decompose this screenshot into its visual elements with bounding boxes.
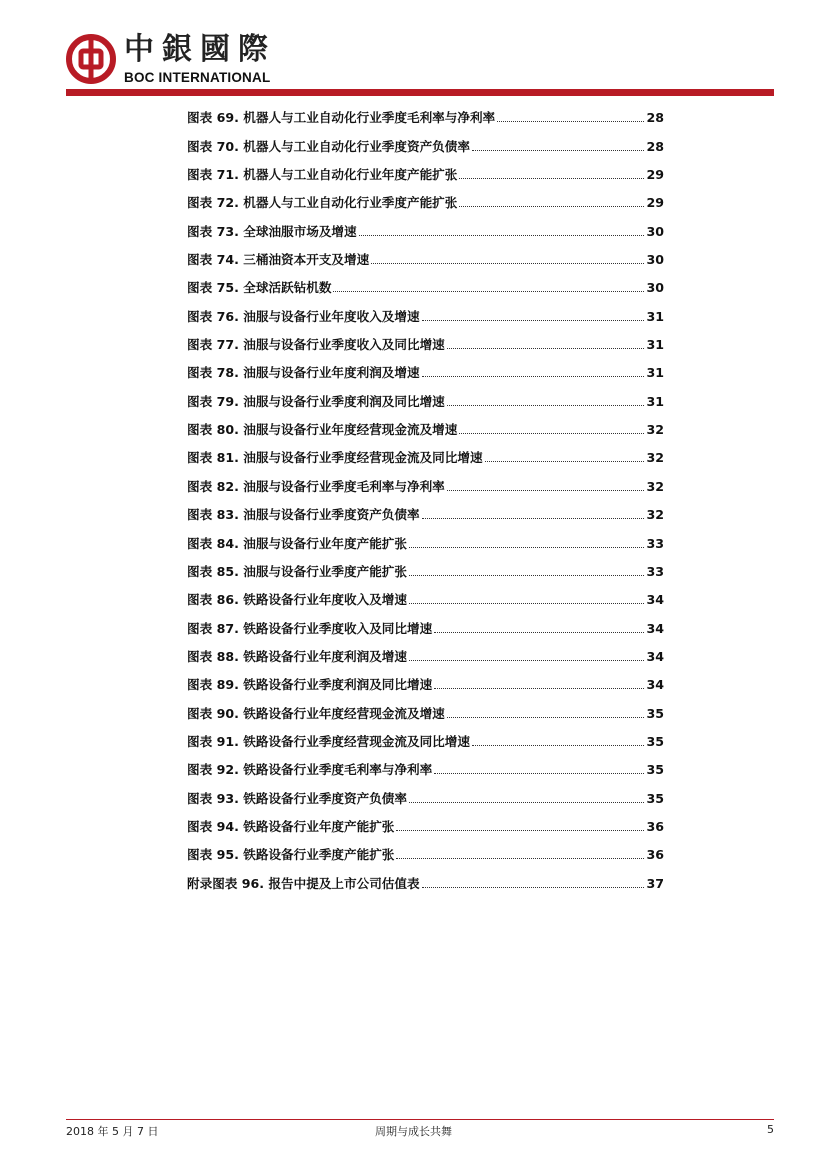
toc-entry[interactable] (187, 637, 664, 665)
toc-entry-page[interactable]: 31 (646, 337, 664, 353)
toc-entry-label[interactable]: 图表 79. 油服与设备行业季度利润及同比增速 (187, 393, 445, 409)
toc-leader-dots (396, 829, 644, 831)
toc-entry-label[interactable]: 图表 84. 油服与设备行业年度产能扩张 (187, 535, 407, 551)
toc-entry-page[interactable]: 34 (646, 592, 664, 608)
toc-entry-page[interactable]: 30 (646, 280, 664, 296)
toc-entry[interactable] (187, 268, 664, 296)
toc-entry-label[interactable]: 附录图表 96. 报告中提及上市公司估值表 (187, 875, 420, 891)
toc-leader-dots (333, 290, 644, 292)
toc-entry[interactable] (187, 155, 664, 183)
toc-entry-page[interactable]: 35 (646, 790, 664, 806)
toc-entry-page[interactable]: 29 (646, 195, 664, 211)
toc-entry-page[interactable]: 34 (646, 620, 664, 636)
toc-entry[interactable] (187, 665, 664, 693)
toc-entry-page[interactable]: 31 (646, 393, 664, 409)
toc-leader-dots (409, 659, 644, 661)
toc-entry-label[interactable]: 图表 86. 铁路设备行业年度收入及增速 (187, 592, 407, 608)
toc-entry[interactable] (187, 835, 664, 863)
toc-entry-page[interactable]: 37 (646, 875, 664, 891)
toc-leader-dots (409, 546, 644, 548)
toc-entry[interactable] (187, 552, 664, 580)
toc-leader-dots (447, 404, 645, 406)
toc-entry-label[interactable]: 图表 88. 铁路设备行业年度利润及增速 (187, 648, 407, 664)
toc-entry-page[interactable]: 28 (646, 138, 664, 154)
toc-entry-label[interactable]: 图表 93. 铁路设备行业季度资产负债率 (187, 790, 407, 806)
toc-entry-label[interactable]: 图表 73. 全球油服市场及增速 (187, 223, 357, 239)
toc-leader-dots (359, 234, 645, 236)
footer-page-number: 5 (767, 1123, 774, 1136)
toc-leader-dots (485, 460, 645, 462)
toc-entry-page[interactable]: 34 (646, 677, 664, 693)
toc-entry[interactable] (187, 183, 664, 211)
toc-entry-page[interactable]: 32 (646, 422, 664, 438)
toc-entry[interactable] (187, 466, 664, 494)
toc-entry-page[interactable]: 33 (646, 535, 664, 551)
toc-leader-dots (422, 319, 645, 321)
toc-entry-page[interactable]: 32 (646, 478, 664, 494)
toc-leader-dots (371, 262, 644, 264)
toc-entry[interactable] (187, 98, 664, 126)
toc-entry[interactable] (187, 722, 664, 750)
toc-leader-dots (396, 857, 644, 859)
toc-entry-label[interactable]: 图表 76. 油服与设备行业年度收入及增速 (187, 308, 420, 324)
footer-report-title: 周期与成长共舞 (375, 1125, 452, 1138)
toc-entry-label[interactable]: 图表 89. 铁路设备行业季度利润及同比增速 (187, 677, 433, 693)
toc-entry-label[interactable]: 图表 71. 机器人与工业自动化行业年度产能扩张 (187, 167, 458, 183)
toc-entry[interactable] (187, 438, 664, 466)
toc-entry-page[interactable]: 36 (646, 818, 664, 834)
toc-leader-dots (434, 687, 644, 689)
toc-leader-dots (459, 205, 644, 207)
toc-entry-label[interactable]: 图表 92. 铁路设备行业季度毛利率与净利率 (187, 762, 433, 778)
footer-rule (66, 1119, 774, 1120)
toc-entry[interactable] (187, 495, 664, 523)
brand-name-en: BOC INTERNATIONAL (124, 70, 271, 85)
toc-entry-label[interactable]: 图表 85. 油服与设备行业季度产能扩张 (187, 563, 407, 579)
toc-entry-page[interactable]: 36 (646, 847, 664, 863)
toc-entry[interactable] (187, 410, 664, 438)
toc-leader-dots (447, 347, 645, 349)
toc-entry[interactable] (187, 325, 664, 353)
toc-leader-dots (422, 517, 645, 519)
toc-entry[interactable] (187, 240, 664, 268)
table-of-figures (187, 98, 664, 892)
toc-entry-page[interactable]: 31 (646, 308, 664, 324)
toc-leader-dots (472, 149, 645, 151)
toc-leader-dots (472, 744, 645, 746)
toc-entry[interactable] (187, 750, 664, 778)
header-rule (66, 89, 774, 96)
toc-leader-dots (447, 489, 645, 491)
footer-date: 2018 年 5 月 7 日 (66, 1125, 159, 1138)
toc-leader-dots (434, 772, 644, 774)
toc-entry-label[interactable]: 图表 90. 铁路设备行业年度经营现金流及增速 (187, 705, 445, 721)
toc-entry-label[interactable]: 图表 94. 铁路设备行业年度产能扩张 (187, 818, 395, 834)
toc-entry-label[interactable]: 图表 91. 铁路设备行业季度经营现金流及同比增速 (187, 733, 470, 749)
toc-entry[interactable] (187, 580, 664, 608)
toc-entry-page[interactable]: 30 (646, 223, 664, 239)
toc-leader-dots (459, 432, 644, 434)
toc-entry-page[interactable]: 32 (646, 450, 664, 466)
toc-entry[interactable] (187, 807, 664, 835)
toc-entry-page[interactable]: 30 (646, 252, 664, 268)
toc-entry-label[interactable]: 图表 82. 油服与设备行业季度毛利率与净利率 (187, 478, 445, 494)
toc-entry-page[interactable]: 35 (646, 762, 664, 778)
toc-leader-dots (447, 716, 645, 718)
toc-entry-label[interactable]: 图表 95. 铁路设备行业季度产能扩张 (187, 847, 395, 863)
brand-name-cn: 中銀國際 (124, 32, 276, 67)
toc-entry-label[interactable]: 图表 80. 油服与设备行业年度经营现金流及增速 (187, 422, 458, 438)
boc-emblem-icon (66, 34, 116, 84)
toc-entry[interactable] (187, 863, 664, 891)
toc-entry[interactable] (187, 211, 664, 239)
toc-entry-label[interactable]: 图表 83. 油服与设备行业季度资产负债率 (187, 507, 420, 523)
toc-leader-dots (422, 375, 645, 377)
toc-entry-page[interactable]: 29 (646, 167, 664, 183)
toc-leader-dots (409, 574, 644, 576)
toc-entry-page[interactable]: 34 (646, 648, 664, 664)
toc-entry-page[interactable]: 35 (646, 733, 664, 749)
toc-entry-label[interactable]: 图表 78. 油服与设备行业年度利润及增速 (187, 365, 420, 381)
toc-entry[interactable] (187, 778, 664, 806)
toc-entry-label[interactable]: 图表 77. 油服与设备行业季度收入及同比增速 (187, 337, 445, 353)
toc-entry-page[interactable]: 31 (646, 365, 664, 381)
toc-entry-page[interactable]: 28 (646, 110, 664, 126)
boc-logo (66, 32, 306, 92)
toc-entry[interactable] (187, 608, 664, 636)
toc-leader-dots (409, 801, 644, 803)
toc-leader-dots (459, 177, 644, 179)
toc-entry-label[interactable]: 图表 75. 全球活跃钻机数 (187, 280, 332, 296)
toc-entry-label[interactable]: 图表 70. 机器人与工业自动化行业季度资产负债率 (187, 138, 470, 154)
toc-entry-page[interactable]: 32 (646, 507, 664, 523)
toc-leader-dots (497, 120, 644, 122)
toc-entry-label[interactable]: 图表 81. 油服与设备行业季度经营现金流及同比增速 (187, 450, 483, 466)
toc-entry-page[interactable]: 35 (646, 705, 664, 721)
toc-leader-dots (434, 631, 644, 633)
toc-leader-dots (422, 886, 645, 888)
toc-entry[interactable] (187, 126, 664, 154)
toc-entry-label[interactable]: 图表 87. 铁路设备行业季度收入及同比增速 (187, 620, 433, 636)
toc-entry-label[interactable]: 图表 74. 三桶油资本开支及增速 (187, 252, 370, 268)
toc-entry-label[interactable]: 图表 72. 机器人与工业自动化行业季度产能扩张 (187, 195, 458, 211)
toc-entry-page[interactable]: 33 (646, 563, 664, 579)
toc-leader-dots (409, 602, 644, 604)
toc-entry[interactable] (187, 693, 664, 721)
toc-entry[interactable] (187, 381, 664, 409)
toc-entry[interactable] (187, 523, 664, 551)
toc-entry[interactable] (187, 353, 664, 381)
toc-entry[interactable] (187, 296, 664, 324)
toc-entry-label[interactable]: 图表 69. 机器人与工业自动化行业季度毛利率与净利率 (187, 110, 496, 126)
